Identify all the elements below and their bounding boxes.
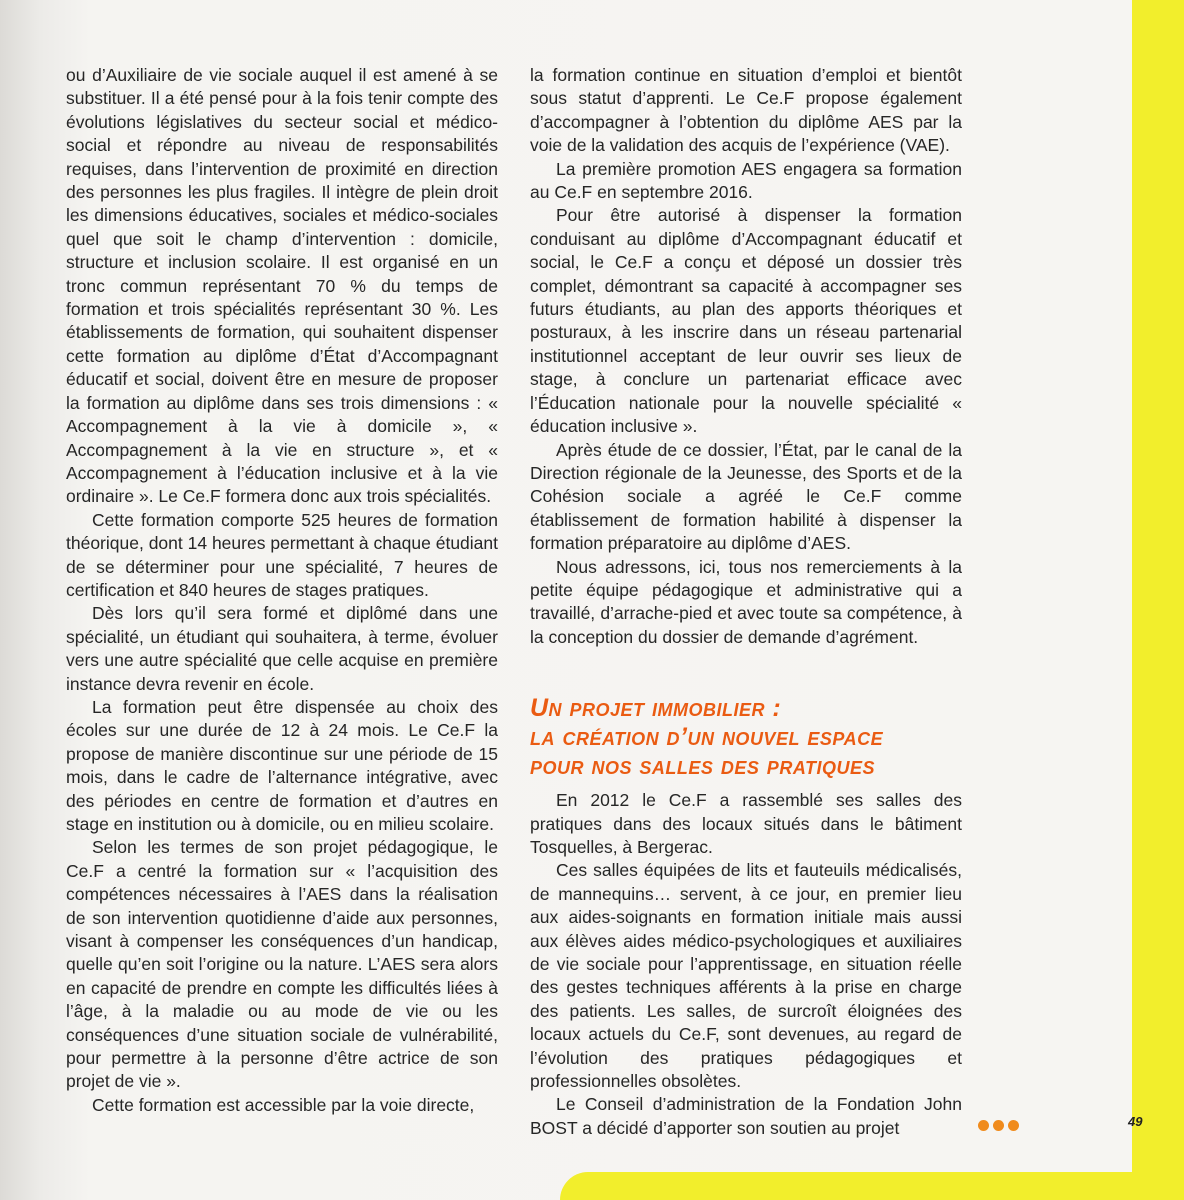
yellow-bottom-band: [560, 1172, 1184, 1200]
body-paragraph: Ces salles équipées de lits et fauteuils médicalisés, de mannequins… servent, à ce jour, en premier lieu aux aides-soignants en formation initiale mais aussi aux élèves aides médico-psychologiques et auxiliaires de vie sociale pour l’apprentissage, en situation réelle des gestes techniques afférents à la prise en charge des patients. Les salles, de surcroît éloignées des locaux actuels du Ce.F, sont devenues, au regard de l’évolution des pratiques pédagogiques et professionnelles obsolètes.: [530, 860, 962, 1092]
right-text-column: [530, 64, 962, 1140]
body-paragraph: Cette formation comporte 525 heures de formation théorique, dont 14 heures permettant à chaque étudiant de se déterminer pour une spécialité, 7 heures de certification et 840 heures de stages pratiques.: [66, 509, 498, 600]
body-paragraph: Pour être autorisé à dispenser la formation conduisant au diplôme d’Accompagnant éducatif et social, le Ce.F a conçu et déposé un dossier très complet, démontrant sa capacité à accompagner ses futurs étudiants, au plan des apports théoriques et posturaux, à les inscrire dans un réseau partenarial institutionnel acceptant de leur ouvrir ses lieux de stage, à conclure un partenariat efficace avec l’Éducation nationale pour la nouvelle spécialité « éducation inclusive ».: [530, 205, 962, 437]
yellow-edge-strip: [1132, 0, 1184, 1200]
body-paragraph: Nous adressons, ici, tous nos remerciements à la petite équipe pédagogique et administrative qui a travaillé, d’arrache-pied et avec toute sa compétence, à la conception du dossier de demande d’agrément.: [530, 556, 962, 647]
body-paragraph: La première promotion AES engagera sa formation au Ce.F en septembre 2016.: [530, 158, 962, 203]
body-paragraph: En 2012 le Ce.F a rassemblé ses salles des pratiques dans des locaux situés dans le bâtiment Tosquelles, à Bergerac.: [530, 790, 962, 857]
body-paragraph: ou d’Auxiliaire de vie sociale auquel il est amené à se substituer. Il a été pensé pour à la fois tenir compte des évolutions législatives du secteur social et médico-social et répondre au niveau de responsabilités requises, dans l’intervention de proximité en direction des personnes les plus fragiles. Il intègre de plein droit les dimensions éducatives, sociales et médico-sociales quel que soit le champ d’intervention : domicile, structure et inclusion scolaire. Il est organisé en un tronc commun représentant 70 % du temps de formation et trois spécialités représentant 30 %. Les établissements de formation, qui souhaitent dispenser cette formation au diplôme d’État d’Accompagnant éducatif et social, doivent être en mesure de proposer la formation au diplôme dans ses trois dimensions : « Accompagnement à la vie à domicile », « Accompagnement à la vie en structure », et « Accompagnement à l’éducation inclusive et à la vie ordinaire ». Le Ce.F formera donc aux trois spécialités.: [66, 65, 498, 507]
body-paragraph: La formation peut être dispensée au choix des écoles sur une durée de 12 à 24 mois. Le Ce.F la propose de manière discontinue sur une période de 15 mois, dans le cadre de l’alternance intégrative, avec des périodes en centre de formation et d’autres en stage en institution ou à domicile, ou en milieu scolaire.: [66, 696, 498, 834]
body-paragraph: Le Conseil d’administration de la Fondation John BOST a décidé d’apporter son soutien au projet: [530, 1094, 962, 1138]
body-paragraph: la formation continue en situation d’emploi et bientôt sous statut d’apprenti. Le Ce.F propose également d’accompagner à l’obtention du diplôme AES par la voie de la validation des acquis de l’expérience (VAE).: [530, 65, 962, 156]
body-paragraph: Dès lors qu’il sera formé et diplômé dans une spécialité, un étudiant qui souhaitera, à terme, évoluer vers une autre spécialité que celle acquise en première instance devra revenir en école.: [66, 603, 498, 694]
page-number: 49: [1128, 1114, 1143, 1129]
continuation-dots-icon: [978, 1118, 1026, 1132]
section-heading-line: Un projet immobilier :: [530, 694, 782, 723]
section-heading-line: pour nos salles des pratiques: [530, 752, 875, 781]
section-heading: [530, 694, 962, 781]
left-text-column: [66, 64, 498, 1117]
body-paragraph: Selon les termes de son projet pédagogique, le Ce.F a centré la formation sur « l’acquisition des compétences nécessaires à l’AES dans la réalisation de son intervention quotidienne d’aide aux personnes, visant à compenser les conséquences d’un handicap, quelle qu’en soit l’origine ou la nature. L’AES sera alors en capacité de prendre en compte les difficultés liées à l’âge, à la maladie ou au mode de vie ou les conséquences d’une situation sociale de vulnérabilité, pour permettre à la personne d’être actrice de son projet de vie ».: [66, 837, 498, 1092]
body-paragraph: Cette formation est accessible par la voie directe,: [92, 1094, 475, 1115]
body-paragraph: Après étude de ce dossier, l’État, par le canal de la Direction régionale de la Jeunesse, des Sports et de la Cohésion sociale a agréé le Ce.F comme établissement de formation habilité à dispenser la formation préparatoire au diplôme d’AES.: [530, 439, 962, 554]
section-heading-line: la création d’un nouvel espace: [530, 723, 884, 752]
